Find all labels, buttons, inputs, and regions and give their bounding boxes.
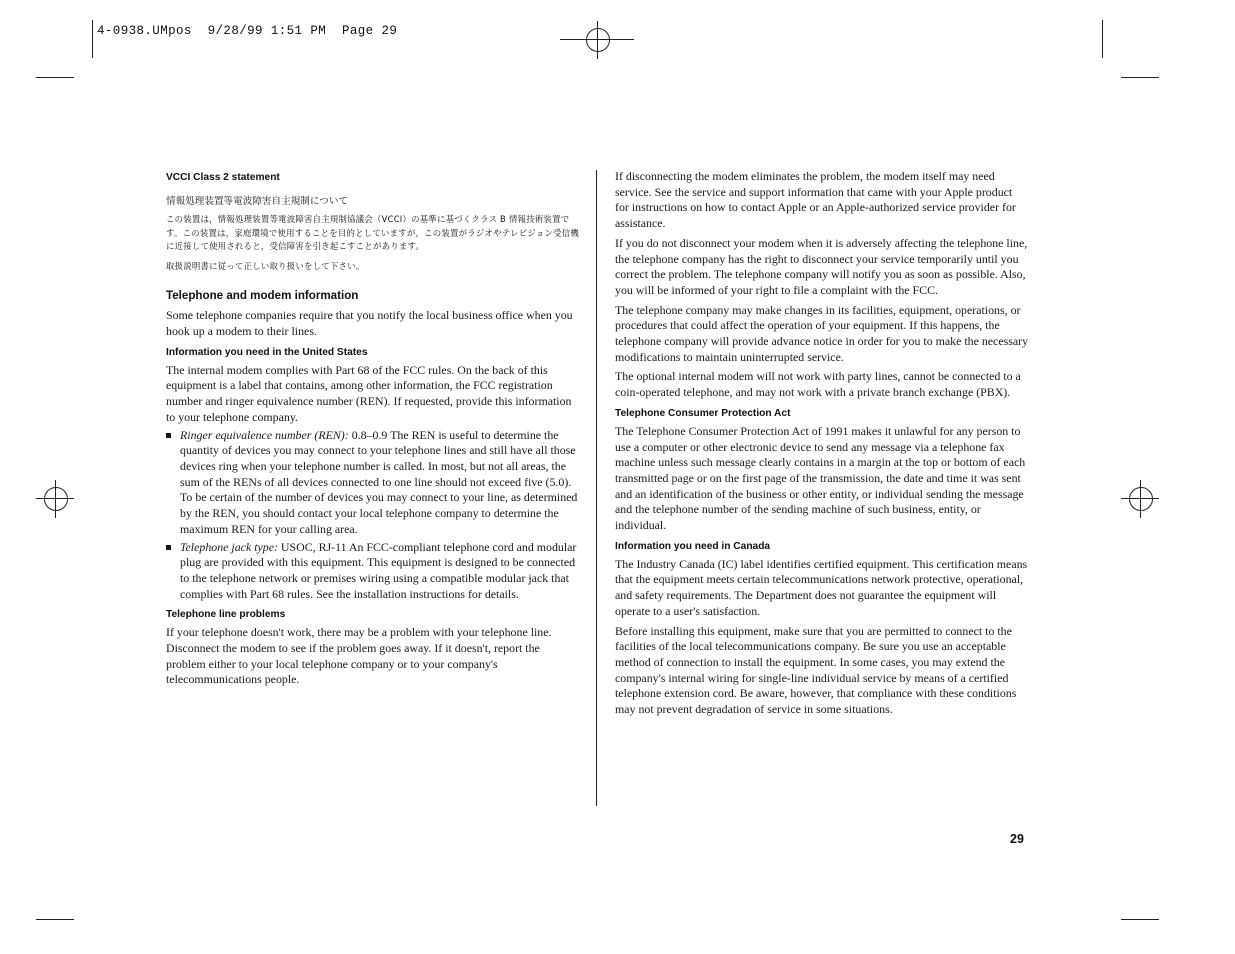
us-info-text: The internal modem complies with Part 68 of the FCC rules. On the back of this equipment is a label that contains, among other information, the FCC registration number and ringer equivalence number (REN). If requested, provide this information to your telephone company. [166, 362, 572, 424]
print-slug: 4-0938.UMpos 9/28/99 1:51 PM Page 29 [97, 24, 398, 38]
line-problems-text: If your telephone doesn't work, there may be a problem with your telephone line. Disconnect the modem to see if the problem goes away. If it doesn't, report the problem either to your local telephone company or to your company's telecommunications people. [166, 625, 552, 687]
right-column [615, 169, 1029, 718]
bullet-square-icon [166, 545, 171, 550]
crop-mark-top-right-horizontal [1121, 77, 1159, 78]
paragraph-company-changes: The telephone company may make changes in its facilities, equipment, operations, or procedures that could affect the operation of your equipment. If this happens, the telephone company will provide advance notice in order for you to make the necessary modifications to maintain uninterrupted service. [615, 302, 1029, 364]
page-number: 29 [1010, 832, 1024, 846]
vcci-japanese-body: この装置は，情報処理装置等電波障害自主規制協議会（VCCI）の基準に基づくクラス B 情報技術装置です。この装置は，家庭環境で使用することを目的としていますが，この装置がラジオやテレビジョン受信機に近接して使用されると，受信障害を引き起こすことがあります。 [166, 214, 579, 252]
bullet-ren-text: 0.8–0.9 The REN is useful to determine the quantity of devices you may connect to your telephone lines and still have all those devices ring when your telephone number is called. In most, but not all areas, the sum of the RENs of all devices connected to one line should not exceed five (5.0). To be certain of the number of devices you may connect to your line, as determined by the REN, you should contact your local telephone company to determine the maximum REN for your calling area. [180, 427, 578, 536]
tcpa-text: The Telephone Consumer Protection Act of 1991 makes it unlawful for any person to use a computer or other electronic device to send any message via a telephone fax machine unless such message clearly contains in a margin at the top or bottom of each transmitted page or on the first page of the transmission, the date and time it was sent and an identification of the business or other entity, or individual sending the message and the telephone number of the sending machine of such business, entity, or individual. [615, 423, 1026, 533]
bullet-jack-label: Telephone jack type: [180, 539, 278, 554]
vcci-japanese-title: 情報処理装置等電波障害自主規制について [166, 196, 349, 207]
paragraph-modem-service: If disconnecting the modem eliminates the problem, the modem itself may need service. See the service and support information that came with your Apple product for instructions on how to contact Apple or an Apple-authorized service provider for assistance. [615, 169, 1016, 231]
column-divider [596, 170, 597, 806]
telephone-modem-heading: Telephone and modem information [166, 289, 359, 303]
canada-heading: Information you need in Canada [615, 540, 771, 552]
paragraph-party-lines: The optional internal modem will not work with party lines, cannot be connected to a coin-operated telephone, and may not work with a private branch exchange (PBX). [615, 369, 1021, 400]
vcci-heading: VCCI Class 2 statement [166, 172, 280, 183]
crop-mark-bottom-left-horizontal [36, 919, 74, 920]
line-problems-heading: Telephone line problems [166, 609, 286, 621]
bullet-ren-label: Ringer equivalence number (REN): [180, 427, 349, 442]
crop-mark-top-left-vertical [92, 20, 93, 58]
canada-installation-text: Before installing this equipment, make sure that you are permitted to connect to the facilities of the local telecommunications company. Be sure you use an acceptable method of connection to install the equipment. In some cases, you may extend the company's internal wiring for single-line individual service by means of a certified telephone extension cord. Be aware, however, that compliance with these conditions may not prevent degradation of service in some situations. [615, 623, 1017, 717]
vcci-japanese-note: 取扱説明書に従って正しい取り扱いをして下さい。 [166, 260, 365, 271]
bullet-ringer-equivalence [166, 428, 579, 538]
left-column [166, 170, 579, 688]
bullet-square-icon [166, 433, 171, 438]
bullet-telephone-jack [166, 540, 579, 603]
crop-mark-bottom-right-horizontal [1121, 919, 1159, 920]
tcpa-heading: Telephone Consumer Protection Act [615, 407, 791, 419]
crop-mark-top-right-vertical [1102, 20, 1103, 58]
paragraph-disconnect-rights: If you do not disconnect your modem when it is adversely affecting the telephone line, the telephone company has the right to disconnect your service temporarily until you correct the problem. The telephone company will notify you as soon as possible. Also, you will be informed of your right to file a complaint with the FCC. [615, 235, 1028, 297]
bullet-jack-text: USOC, RJ-11 An FCC-compliant telephone cord and modular plug are provided with this equipment. This equipment is designed to be connected to the telephone network or premises wiring using a compatible modular jack that complies with Part 68 rules. See the installation instructions for details. [180, 539, 577, 601]
telephone-modem-intro: Some telephone companies require that you notify the local business office when you hook up a modem to their lines. [166, 308, 573, 339]
canada-certification-text: The Industry Canada (IC) label identifies certified equipment. This certification means that the equipment meets certain telecommunications network protective, operational, and safety requirements. The Department does not guarantee the equipment will operate to a user's satisfaction. [615, 556, 1028, 618]
crop-mark-top-left-horizontal [36, 77, 74, 78]
us-info-heading: Information you need in the United States [166, 346, 368, 358]
